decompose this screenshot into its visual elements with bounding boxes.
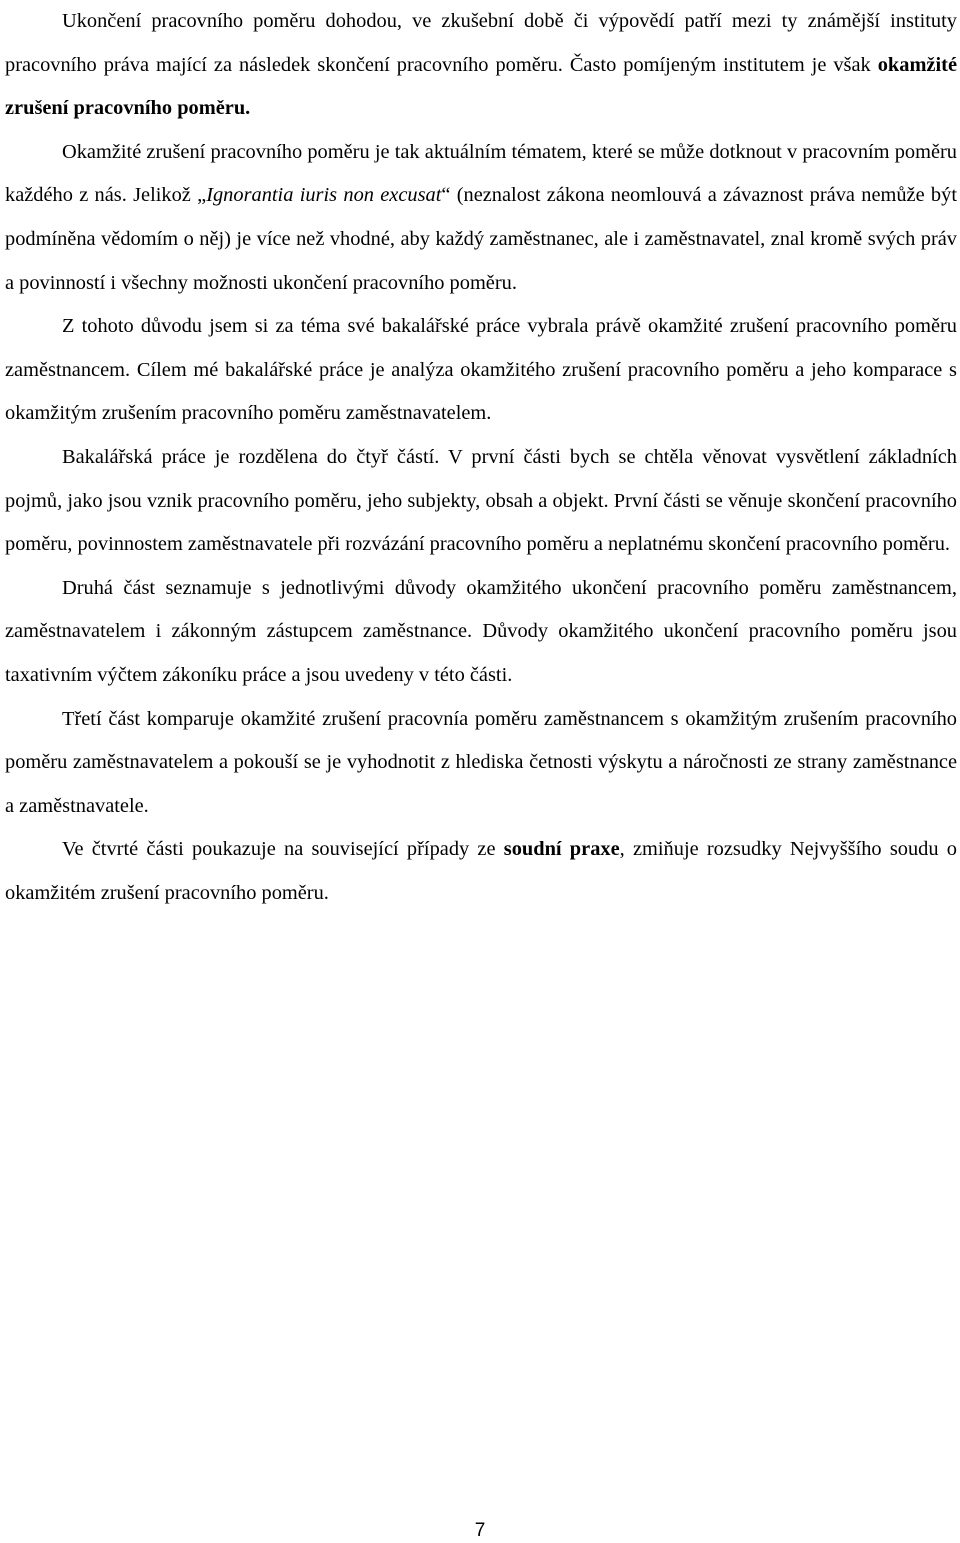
paragraph-1-run-1: Ukončení pracovního poměru dohodou, ve zkušební době či výpovědí patří mezi ty známější instituty pracovního práva mající za následek skončení pracovního poměru. Často pomíjeným institutem je však: [5, 10, 957, 76]
paragraph-7: [5, 828, 957, 915]
paragraph-7-run-3: , zmiňuje rozsudky Nejvyššího soudu o okamžitém zrušení pracovního poměru.: [5, 838, 957, 904]
paragraph-4: [5, 436, 957, 567]
paragraph-2-latin-phrase: Ignorantia iuris non excusat: [206, 184, 442, 207]
document-body: [5, 0, 957, 915]
page-number: 7: [474, 1520, 486, 1541]
paragraph-1-bold-term: okamžité zrušení pracovního poměru.: [5, 53, 957, 120]
paragraph-2-run-1: Okamžité zrušení pracovního poměru je tak aktuálním tématem, které se může dotknout v pracovním poměru každého z nás. Jelikož „: [5, 140, 957, 207]
paragraph-7-bold-term: soudní praxe: [503, 838, 620, 861]
paragraph-1: [5, 0, 957, 131]
paragraph-4-run-1: Bakalářská práce je rozdělena do čtyř částí. V první části bych se chtěla věnovat vysvětlení základních pojmů, jako jsou vznik pracovního poměru, jeho subjekty, obsah a objekt. První části se věnuje skončení pracovního poměru, povinnostem zaměstnavatele při rozvázání pracovního poměru a neplatnému skončení pracovního poměru.: [5, 445, 957, 556]
paragraph-6-run-1: Třetí část komparuje okamžité zrušení pracovnía poměru zaměstnancem s okamžitým zrušením pracovního poměru zaměstnavatelem a pokouší se je vyhodnotit z hlediska četnosti výskytu a náročnosti ze strany zaměstnance a zaměstnavatele.: [5, 707, 957, 817]
paragraph-3-run-1: Z tohoto důvodu jsem si za téma své bakalářské práce vybrala právě okamžité zrušení pracovního poměru zaměstnancem. Cílem mé bakalářské práce je analýza okamžitého zrušení pracovního poměru a jeho komparace s okamžitým zrušením pracovního poměru zaměstnavatelem.: [5, 315, 957, 425]
paragraph-5: [5, 567, 957, 698]
paragraph-3: [5, 305, 957, 436]
paragraph-2: [5, 131, 957, 305]
paragraph-6: [5, 698, 957, 829]
paragraph-7-run-1: Ve čtvrté části poukazuje na související případy ze: [62, 838, 504, 861]
paragraph-5-run-1: Druhá část seznamuje s jednotlivými důvody okamžitého ukončení pracovního poměru zaměstnancem, zaměstnavatelem i zákonným zástupcem zaměstnance. Důvody okamžitého ukončení pracovního poměru jsou taxativním výčtem zákoníku práce a jsou uvedeny v této části.: [5, 576, 957, 686]
paragraph-2-run-3: “ (neznalost zákona neomlouvá a závaznost práva nemůže být podmíněna vědomím o něj) je více než vhodné, aby každý zaměstnanec, ale i zaměstnavatel, znal kromě svých práv a povinností i všechny možnosti ukončení pracovního poměru.: [5, 184, 957, 294]
